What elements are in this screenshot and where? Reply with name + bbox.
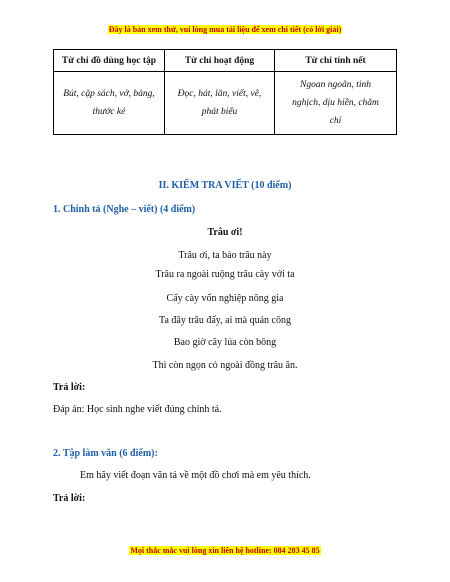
- table-header-personality: Từ chỉ tính nết: [275, 50, 397, 72]
- table-header-school-supplies: Từ chỉ đồ dùng học tập: [54, 50, 165, 72]
- part1-heading: 1. Chính tả (Nghe – viết) (4 điểm): [53, 204, 196, 215]
- cell-line: thước kẻ: [92, 107, 126, 117]
- preview-notice-banner: [0, 25, 450, 34]
- preview-notice-text: Đây là bản xem thử, vui lòng mua tài liệu để xem chi tiết (có lời giải): [108, 25, 342, 34]
- table-cell-personality: [275, 72, 397, 135]
- vocabulary-table: [53, 49, 397, 135]
- cell-line: chỉ: [329, 116, 342, 126]
- part2-heading: 2. Tập làm văn (6 điểm):: [53, 448, 158, 459]
- table-cell-activities: [165, 72, 275, 135]
- cell-line: nghịch, dịu hiền, chăm: [292, 98, 379, 108]
- table-cell-school-supplies: [54, 72, 165, 135]
- table-header-row: [54, 50, 397, 72]
- part2-answer-label: Trả lời:: [53, 493, 86, 504]
- hotline-banner: [0, 546, 450, 555]
- poem-line: Ta đây trâu đấy, ai mà quản công: [159, 315, 291, 326]
- poem-line: Cấy cày vốn nghiệp nông gia: [166, 293, 284, 304]
- part1-answer-label: Trả lời:: [53, 382, 86, 393]
- poem-line: Trâu ơi, ta bảo trâu này: [178, 250, 272, 261]
- hotline-text: Mọi thắc mắc vui lòng xin liên hệ hotline: 084 283 45 85: [130, 546, 320, 555]
- poem-title: Trâu ơi!: [207, 227, 243, 238]
- table-row: [54, 72, 397, 135]
- part2-prompt: Em hãy viết đoạn văn tả về một đồ chơi mà em yêu thích.: [80, 470, 311, 481]
- cell-line: Đọc, hát, lăn, viết, vẽ,: [177, 89, 262, 99]
- cell-line: Ngoan ngoãn, tinh: [300, 80, 371, 90]
- part1-answer-text: Đáp án: Học sinh nghe viết đúng chính tả.: [53, 404, 222, 415]
- cell-line: Bút, cặp sách, vở, bảng,: [63, 89, 155, 99]
- poem-line: Thì còn ngọn cỏ ngoài đồng trâu ăn.: [152, 360, 298, 371]
- poem-line: Trâu ra ngoài ruộng trâu cày với ta: [155, 269, 295, 280]
- table-header-activities: Từ chỉ hoạt động: [165, 50, 275, 72]
- cell-line: phát biểu: [201, 107, 238, 117]
- poem-line: Bao giờ cây lúa còn bông: [173, 337, 277, 348]
- section-title: II. KIỂM TRA VIẾT (10 điểm): [158, 180, 292, 191]
